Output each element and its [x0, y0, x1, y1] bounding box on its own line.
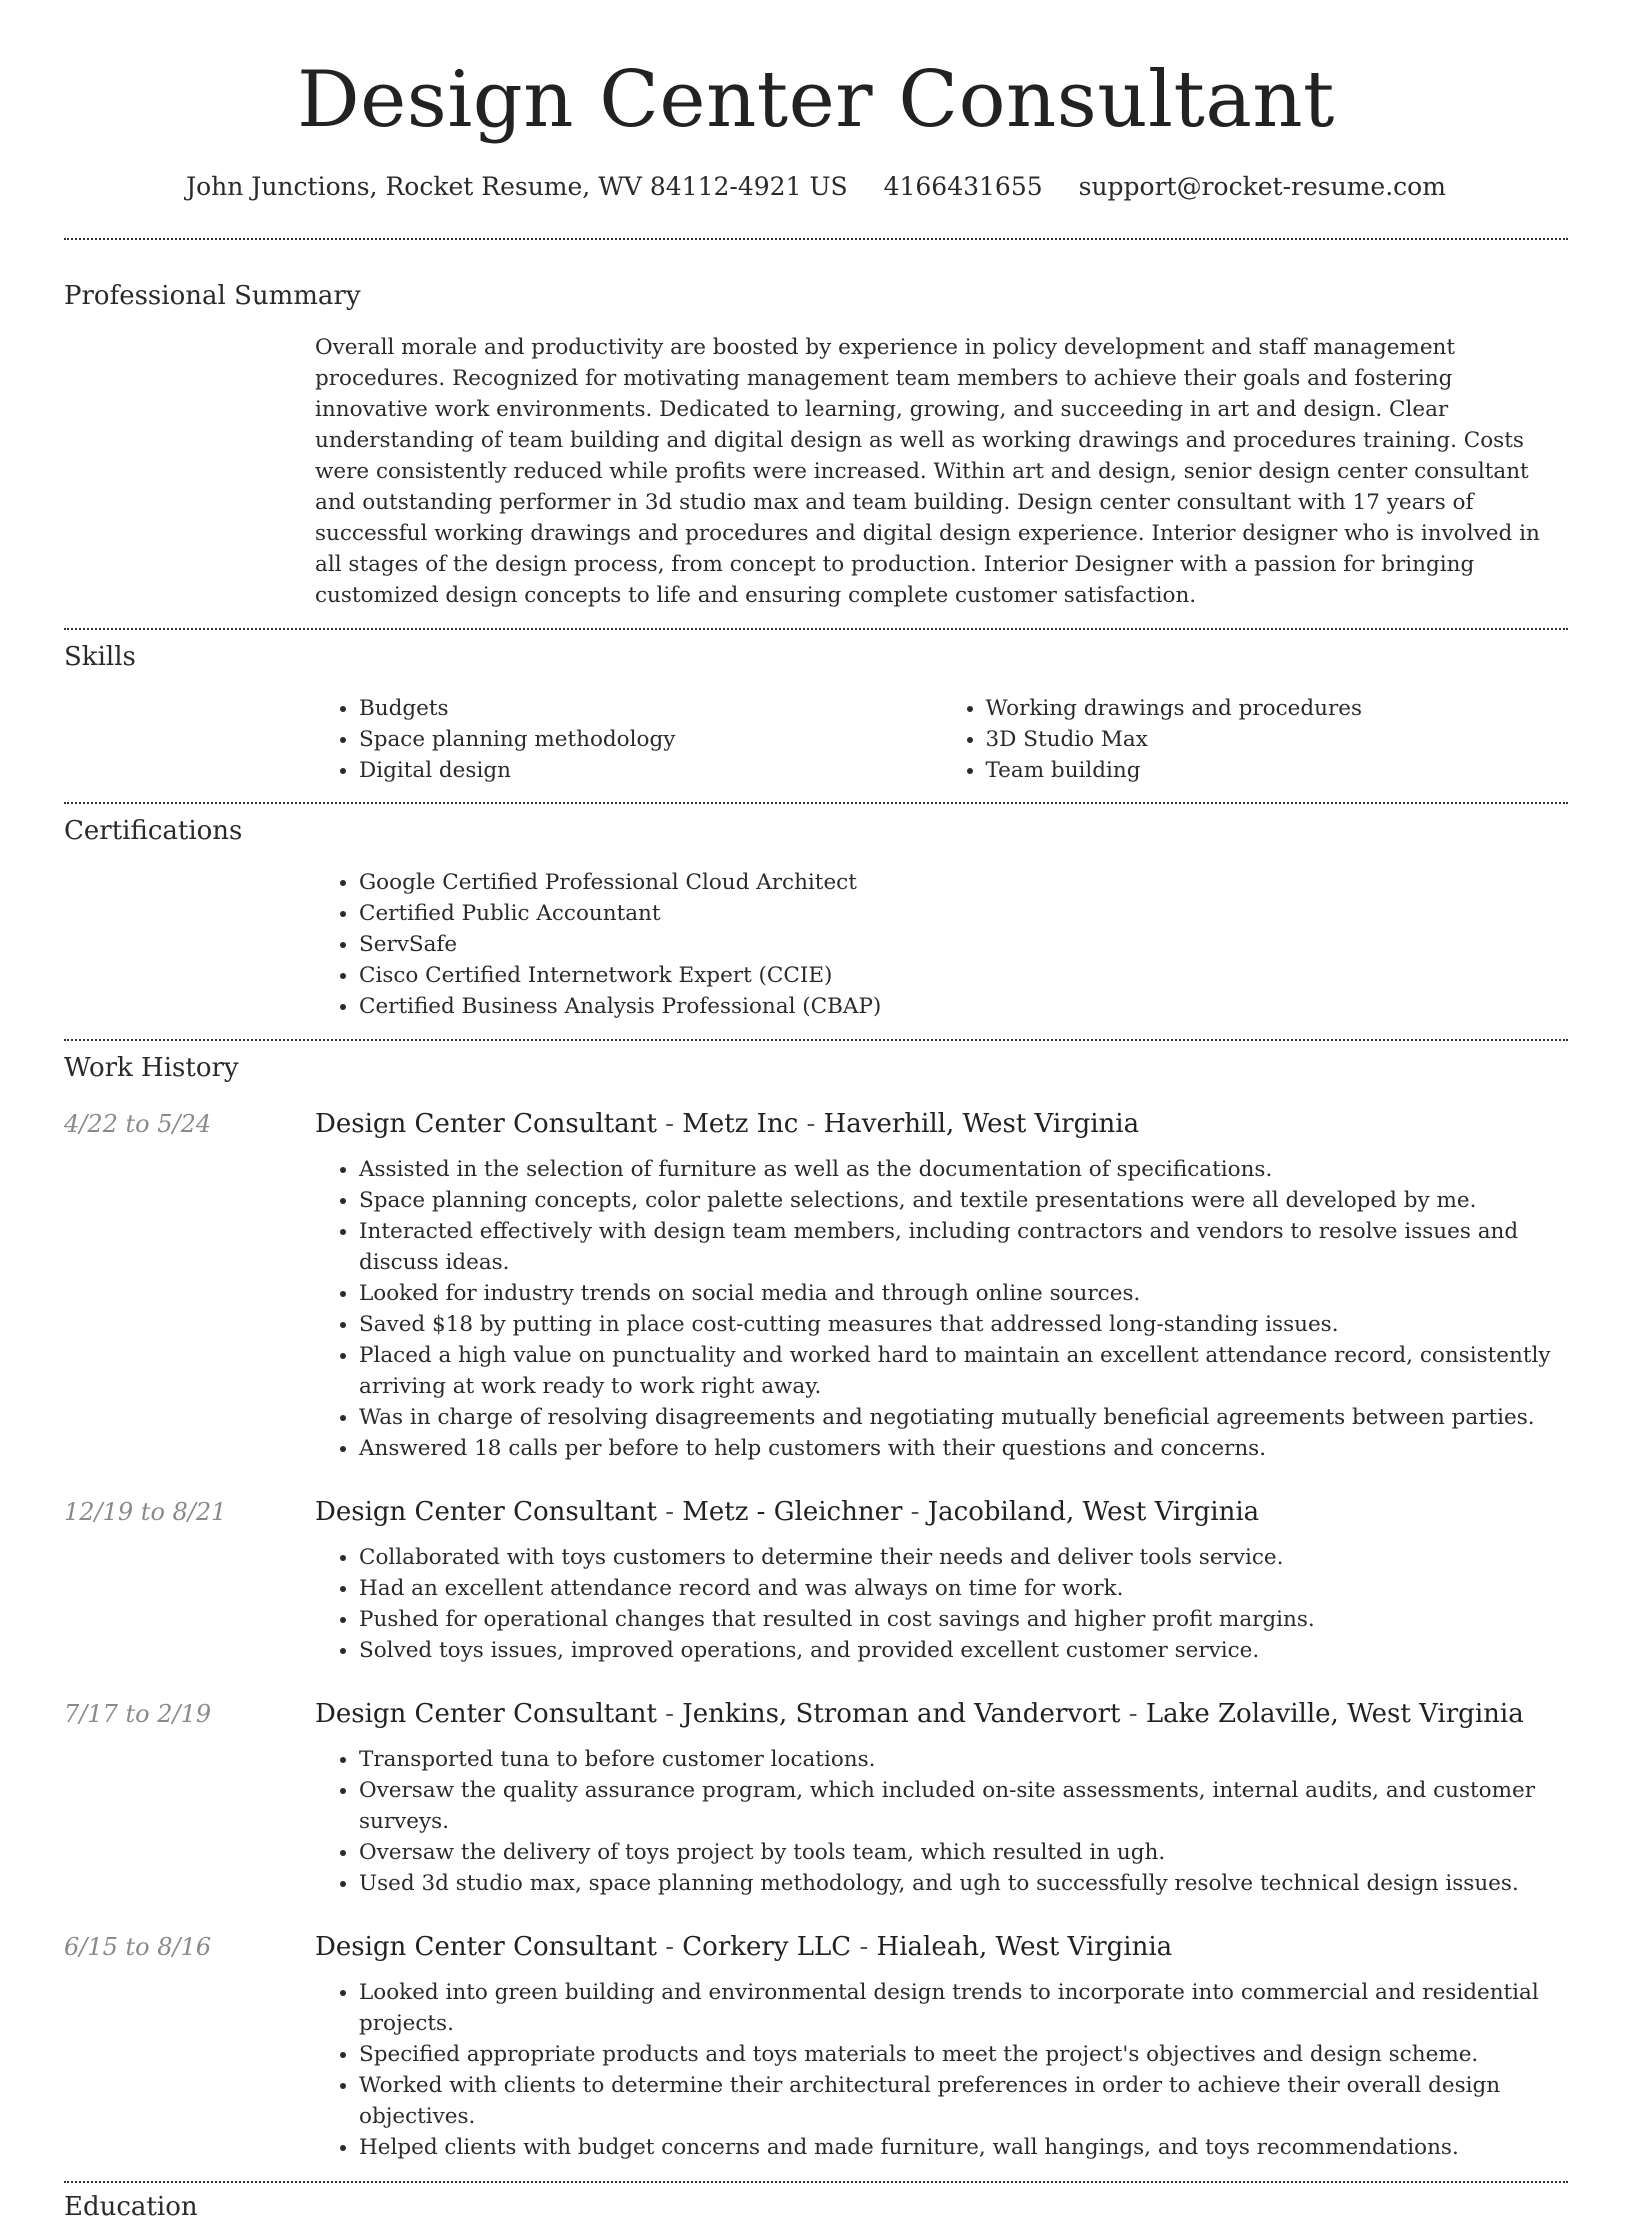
job-company: Metz - Gleichner [682, 1497, 903, 1527]
job-location: Hialeah, West Virginia [876, 1932, 1173, 1962]
divider [64, 238, 1568, 240]
job-bullet: • Helped clients with budget concerns and made furniture, wall hangings, and toys recommendations. [359, 2132, 1568, 2163]
job-bullet: • Solved toys issues, improved operations, and provided excellent customer service. [359, 1635, 1568, 1666]
skill-item: • Space planning methodology [359, 724, 942, 755]
job-role: Design Center Consultant [315, 1109, 657, 1139]
job-bullets [315, 1154, 1568, 1464]
job-title: Design Center Consultant - Jenkins, Stroman and Vandervort - Lake Zolaville, West Virginia [315, 1699, 1524, 1729]
skills-column-left [315, 693, 942, 786]
job-bullet: • Space planning concepts, color palette selections, and textile presentations were all developed by me. [359, 1185, 1568, 1216]
job-entry [64, 1108, 1568, 1464]
job-bullets [315, 1744, 1568, 1899]
certification-item: • Google Certified Professional Cloud Architect [359, 867, 1568, 898]
education-title: Education [64, 2192, 198, 2222]
job-bullet: • Worked with clients to determine their architectural preferences in order to achieve their overall design objectives. [359, 2070, 1568, 2132]
job-bullets [315, 1977, 1568, 2163]
job-date: 12/19 to 8/21 [64, 1498, 227, 1526]
job-bullet: • Pushed for operational changes that resulted in cost savings and higher profit margins. [359, 1604, 1568, 1635]
certifications-section [64, 815, 1568, 1022]
certification-item: • ServSafe [359, 929, 1568, 960]
job-bullets [315, 1542, 1568, 1666]
skill-item: • Digital design [359, 755, 942, 786]
job-bullet: • Oversaw the quality assurance program, which included on-site assessments, internal audits, and customer surveys. [359, 1775, 1568, 1837]
job-bullet: • Looked into green building and environmental design trends to incorporate into commercial and residential projects. [359, 1977, 1568, 2039]
divider [64, 2181, 1568, 2183]
job-date: 6/15 to 8/16 [64, 1933, 212, 1961]
job-bullet: • Answered 18 calls per before to help customers with their questions and concerns. [359, 1433, 1568, 1464]
job-entry [64, 1698, 1568, 1899]
summary-section [64, 280, 1568, 611]
job-date: 7/17 to 2/19 [64, 1700, 212, 1728]
job-bullet: • Had an excellent attendance record and was always on time for work. [359, 1573, 1568, 1604]
job-role: Design Center Consultant [315, 1932, 657, 1962]
contact-phone: 4166431655 [883, 172, 1043, 201]
candidate-name: Design Center Consultant [297, 55, 1335, 145]
contact-line [64, 172, 1568, 202]
job-bullet: • Was in charge of resolving disagreements and negotiating mutually beneficial agreements between parties. [359, 1402, 1568, 1433]
certification-item: • Certified Business Analysis Professional (CBAP) [359, 991, 1568, 1022]
work-section [64, 1052, 1568, 2163]
job-role: Design Center Consultant [315, 1497, 657, 1527]
skills-title: Skills [64, 642, 136, 672]
skill-item: • Working drawings and procedures [986, 693, 1569, 724]
job-title: Design Center Consultant - Metz - Gleichner - Jacobiland, West Virginia [315, 1497, 1260, 1527]
job-bullet: • Looked for industry trends on social media and through online sources. [359, 1278, 1568, 1309]
skills-section [64, 641, 1568, 786]
certification-item: • Cisco Certified Internetwork Expert (CCIE) [359, 960, 1568, 991]
job-bullet: • Specified appropriate products and toys materials to meet the project's objectives and design scheme. [359, 2039, 1568, 2070]
job-entry [64, 1496, 1568, 1666]
job-bullet: • Placed a high value on punctuality and worked hard to maintain an excellent attendance record, consistently arriving at work ready to work right away. [359, 1340, 1568, 1402]
resume-page [64, 0, 1568, 2223]
divider [64, 1039, 1568, 1041]
certifications-title: Certifications [64, 816, 243, 846]
contact-email[interactable]: support@rocket-resume.com [1078, 172, 1446, 201]
certifications-list [315, 867, 1568, 1022]
job-company: Metz Inc [682, 1109, 799, 1139]
contact-address: John Junctions, Rocket Resume, WV 84112-4921 US [186, 172, 848, 201]
job-location: Jacobiland, West Virginia [927, 1497, 1260, 1527]
skill-item: • 3D Studio Max [986, 724, 1569, 755]
job-bullet: • Used 3d studio max, space planning methodology, and ugh to successfully resolve technical design issues. [359, 1868, 1568, 1899]
job-bullet: • Oversaw the delivery of toys project by tools team, which resulted in ugh. [359, 1837, 1568, 1868]
job-title: Design Center Consultant - Corkery LLC - Hialeah, West Virginia [315, 1932, 1173, 1962]
skills-list [315, 693, 1568, 786]
job-bullet: • Interacted effectively with design team members, including contractors and vendors to resolve issues and discuss ideas. [359, 1216, 1568, 1278]
job-entry [64, 1931, 1568, 2163]
skill-item: • Budgets [359, 693, 942, 724]
job-bullet: • Collaborated with toys customers to determine their needs and deliver tools service. [359, 1542, 1568, 1573]
skill-item: • Team building [986, 755, 1569, 786]
job-date: 4/22 to 5/24 [64, 1110, 212, 1138]
job-bullet: • Assisted in the selection of furniture as well as the documentation of specifications. [359, 1154, 1568, 1185]
divider [64, 628, 1568, 630]
job-location: Haverhill, West Virginia [823, 1109, 1140, 1139]
job-role: Design Center Consultant [315, 1699, 657, 1729]
job-location: Lake Zolaville, West Virginia [1145, 1699, 1524, 1729]
work-title: Work History [64, 1053, 239, 1083]
certification-item: • Certified Public Accountant [359, 898, 1568, 929]
skills-column-right [942, 693, 1569, 786]
summary-title: Professional Summary [64, 281, 361, 311]
summary-text: Overall morale and productivity are boosted by experience in policy development and staff management procedures. Recognized for motivating management team members to achieve their goals and fostering innovative work environments. Dedicated to learning, growing, and succeeding in art and design. Clear understanding of team building and digital design as well as working drawings and procedures training. Costs were consistently reduced while profits were increased. Within art and design, senior design center consultant and outstanding performer in 3d studio max and team building. Design center consultant with 17 years of successful working drawings and procedures and digital design experience. Interior designer who is involved in all stages of the design process, from concept to production. Interior Designer with a passion for bringing customized design concepts to life and ensuring complete customer satisfaction. [315, 335, 1540, 608]
job-bullet: • Saved $18 by putting in place cost-cutting measures that addressed long-standing issues. [359, 1309, 1568, 1340]
job-company: Corkery LLC [682, 1932, 852, 1962]
job-bullet: • Transported tuna to before customer locations. [359, 1744, 1568, 1775]
divider [64, 802, 1568, 804]
job-title: Design Center Consultant - Metz Inc - Haverhill, West Virginia [315, 1109, 1140, 1139]
job-company: Jenkins, Stroman and Vandervort [682, 1699, 1121, 1729]
